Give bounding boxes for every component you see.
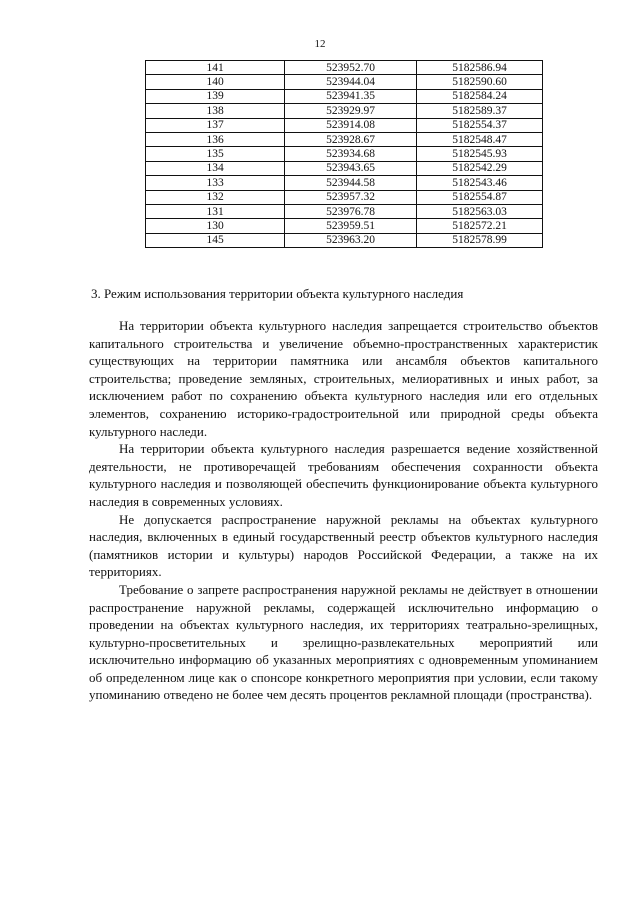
paragraph-prohibitions: На территории объекта культурного наследия запрещается строительство объектов капитального строительства и увеличение объемно-пространственных характеристик существующих на территории памятника или ансамбля объектов капитального строительства; проведение земляных, строительных, мелиоративных и иных работ, за исключением работ по сохранению объекта культурного наследия или его отдельных элементов, сохранению историко-градостроительной или природной среды объекта культурного наследи. [89, 318, 598, 439]
y-coordinate-cell: 5182543.46 [417, 176, 543, 190]
y-coordinate-cell: 5182586.94 [417, 61, 543, 75]
point-number-cell: 136 [146, 132, 285, 146]
y-coordinate-cell: 5182548.47 [417, 132, 543, 146]
x-coordinate-cell: 523976.78 [285, 204, 417, 218]
paragraph-advertising-exception: Требование о запрете распространения наружной рекламы не действует в отношении распространение наружной рекламы, содержащей исключительно информацию о проведении на объектах культурного наследия, их территориях театрально-зрелищных, культурно-просветительных и зрелищно-развлекательных мероприятий или исключительно информацию об указанных мероприятиях с одновременным упоминанием об определенном лице как о спонсоре конкретного мероприятия при условии, если такому упоминанию отведено не более чем десять процентов рекламной площади (пространства). [89, 581, 598, 703]
y-coordinate-cell: 5182545.93 [417, 147, 543, 161]
coordinates-table [145, 60, 543, 248]
table-row [146, 104, 543, 118]
point-number-cell: 138 [146, 104, 285, 118]
point-number-cell: 135 [146, 147, 285, 161]
y-coordinate-cell: 5182590.60 [417, 75, 543, 89]
y-coordinate-cell: 5182542.29 [417, 161, 543, 175]
point-number-cell: 130 [146, 219, 285, 233]
table-row [146, 204, 543, 218]
point-number-cell: 140 [146, 75, 285, 89]
point-number-cell: 132 [146, 190, 285, 204]
y-coordinate-cell: 5182578.99 [417, 233, 543, 247]
table-row [146, 233, 543, 247]
y-coordinate-cell: 5182589.37 [417, 104, 543, 118]
y-coordinate-cell: 5182554.87 [417, 190, 543, 204]
page-number: 12 [314, 38, 326, 50]
section-heading: 3. Режим использования территории объекта культурного наследия [91, 286, 464, 301]
x-coordinate-cell: 523941.35 [285, 89, 417, 103]
table-row [146, 176, 543, 190]
x-coordinate-cell: 523952.70 [285, 61, 417, 75]
y-coordinate-cell: 5182554.37 [417, 118, 543, 132]
paragraph-advertising-ban: Не допускается распространение наружной рекламы на объектах культурного наследия, включенных в единый государственный реестр объектов культурного наследия (памятников истории и культуры) народов Российской Федерации, а также на их территориях. [89, 511, 598, 580]
x-coordinate-cell: 523914.08 [285, 118, 417, 132]
x-coordinate-cell: 523944.04 [285, 75, 417, 89]
section-body [89, 317, 598, 704]
x-coordinate-cell: 523928.67 [285, 132, 417, 146]
x-coordinate-cell: 523934.68 [285, 147, 417, 161]
table-row [146, 219, 543, 233]
point-number-cell: 145 [146, 233, 285, 247]
point-number-cell: 139 [146, 89, 285, 103]
x-coordinate-cell: 523929.97 [285, 104, 417, 118]
paragraph-permitted-activity: На территории объекта культурного наследия разрешается ведение хозяйственной деятельности, не противоречащей требованиям обеспечения сохранности объекта культурного наследия и позволяющей обеспечить функционирование объекта культурного наследия в современных условиях. [89, 441, 598, 509]
y-coordinate-cell: 5182584.24 [417, 89, 543, 103]
point-number-cell: 131 [146, 204, 285, 218]
x-coordinate-cell: 523959.51 [285, 219, 417, 233]
y-coordinate-cell: 5182572.21 [417, 219, 543, 233]
x-coordinate-cell: 523944.58 [285, 176, 417, 190]
table-row [146, 147, 543, 161]
table-row [146, 190, 543, 204]
table-row [146, 118, 543, 132]
x-coordinate-cell: 523963.20 [285, 233, 417, 247]
point-number-cell: 141 [146, 61, 285, 75]
x-coordinate-cell: 523943.65 [285, 161, 417, 175]
table-row [146, 75, 543, 89]
table-row [146, 132, 543, 146]
table-row [146, 161, 543, 175]
point-number-cell: 137 [146, 118, 285, 132]
point-number-cell: 133 [146, 176, 285, 190]
x-coordinate-cell: 523957.32 [285, 190, 417, 204]
table-row [146, 61, 543, 75]
table-row [146, 89, 543, 103]
point-number-cell: 134 [146, 161, 285, 175]
y-coordinate-cell: 5182563.03 [417, 204, 543, 218]
